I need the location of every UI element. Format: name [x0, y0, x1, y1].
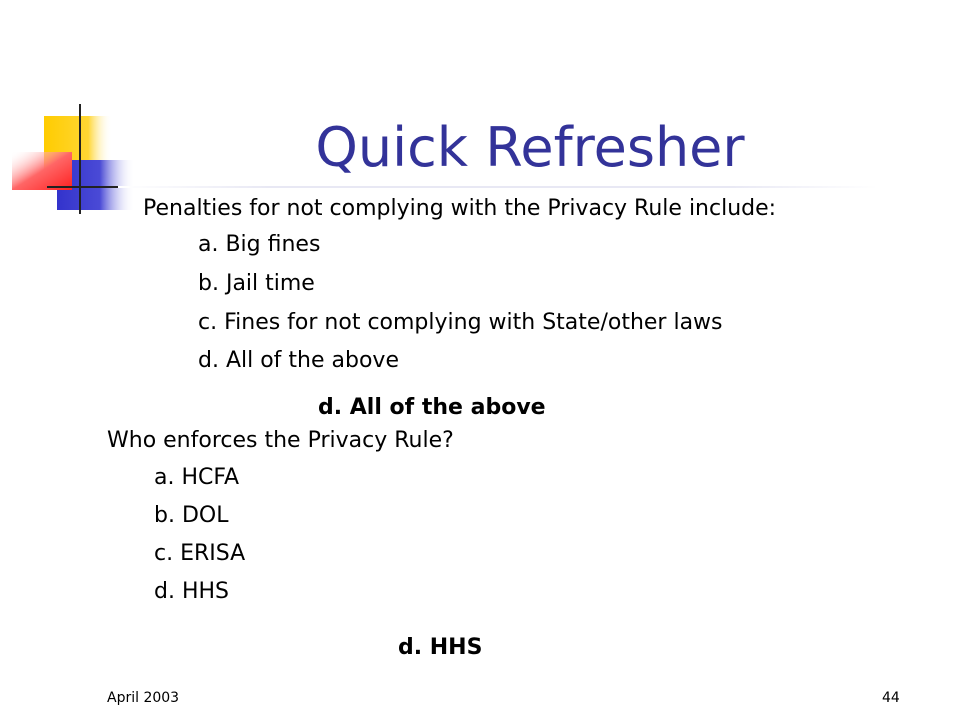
question-2-option-d: d. HHS [154, 579, 230, 604]
question-1-option-a: a. Big fines [198, 232, 321, 257]
slide-number: 44 [882, 690, 900, 706]
question-1-text: Penalties for not complying with the Privacy Rule include: [143, 196, 777, 221]
question-2-option-a: a. HCFA [154, 465, 240, 490]
question-1-answer: d. All of the above [318, 395, 546, 420]
title-divider [118, 186, 878, 188]
horizontal-line [47, 186, 119, 188]
question-2-answer: d. HHS [398, 635, 483, 660]
question-1-option-d: d. All of the above [198, 348, 399, 373]
question-1-option-c: c. Fines for not complying with State/other laws [198, 310, 723, 335]
question-2-text: Who enforces the Privacy Rule? [107, 428, 454, 453]
question-2-option-c: c. ERISA [154, 541, 246, 566]
question-2-option-b: b. DOL [154, 503, 229, 528]
footer-date: April 2003 [107, 690, 180, 706]
red-square [12, 152, 72, 190]
vertical-line [79, 104, 81, 214]
slide-title: Quick Refresher [315, 116, 745, 179]
question-1-option-b: b. Jail time [198, 271, 315, 296]
